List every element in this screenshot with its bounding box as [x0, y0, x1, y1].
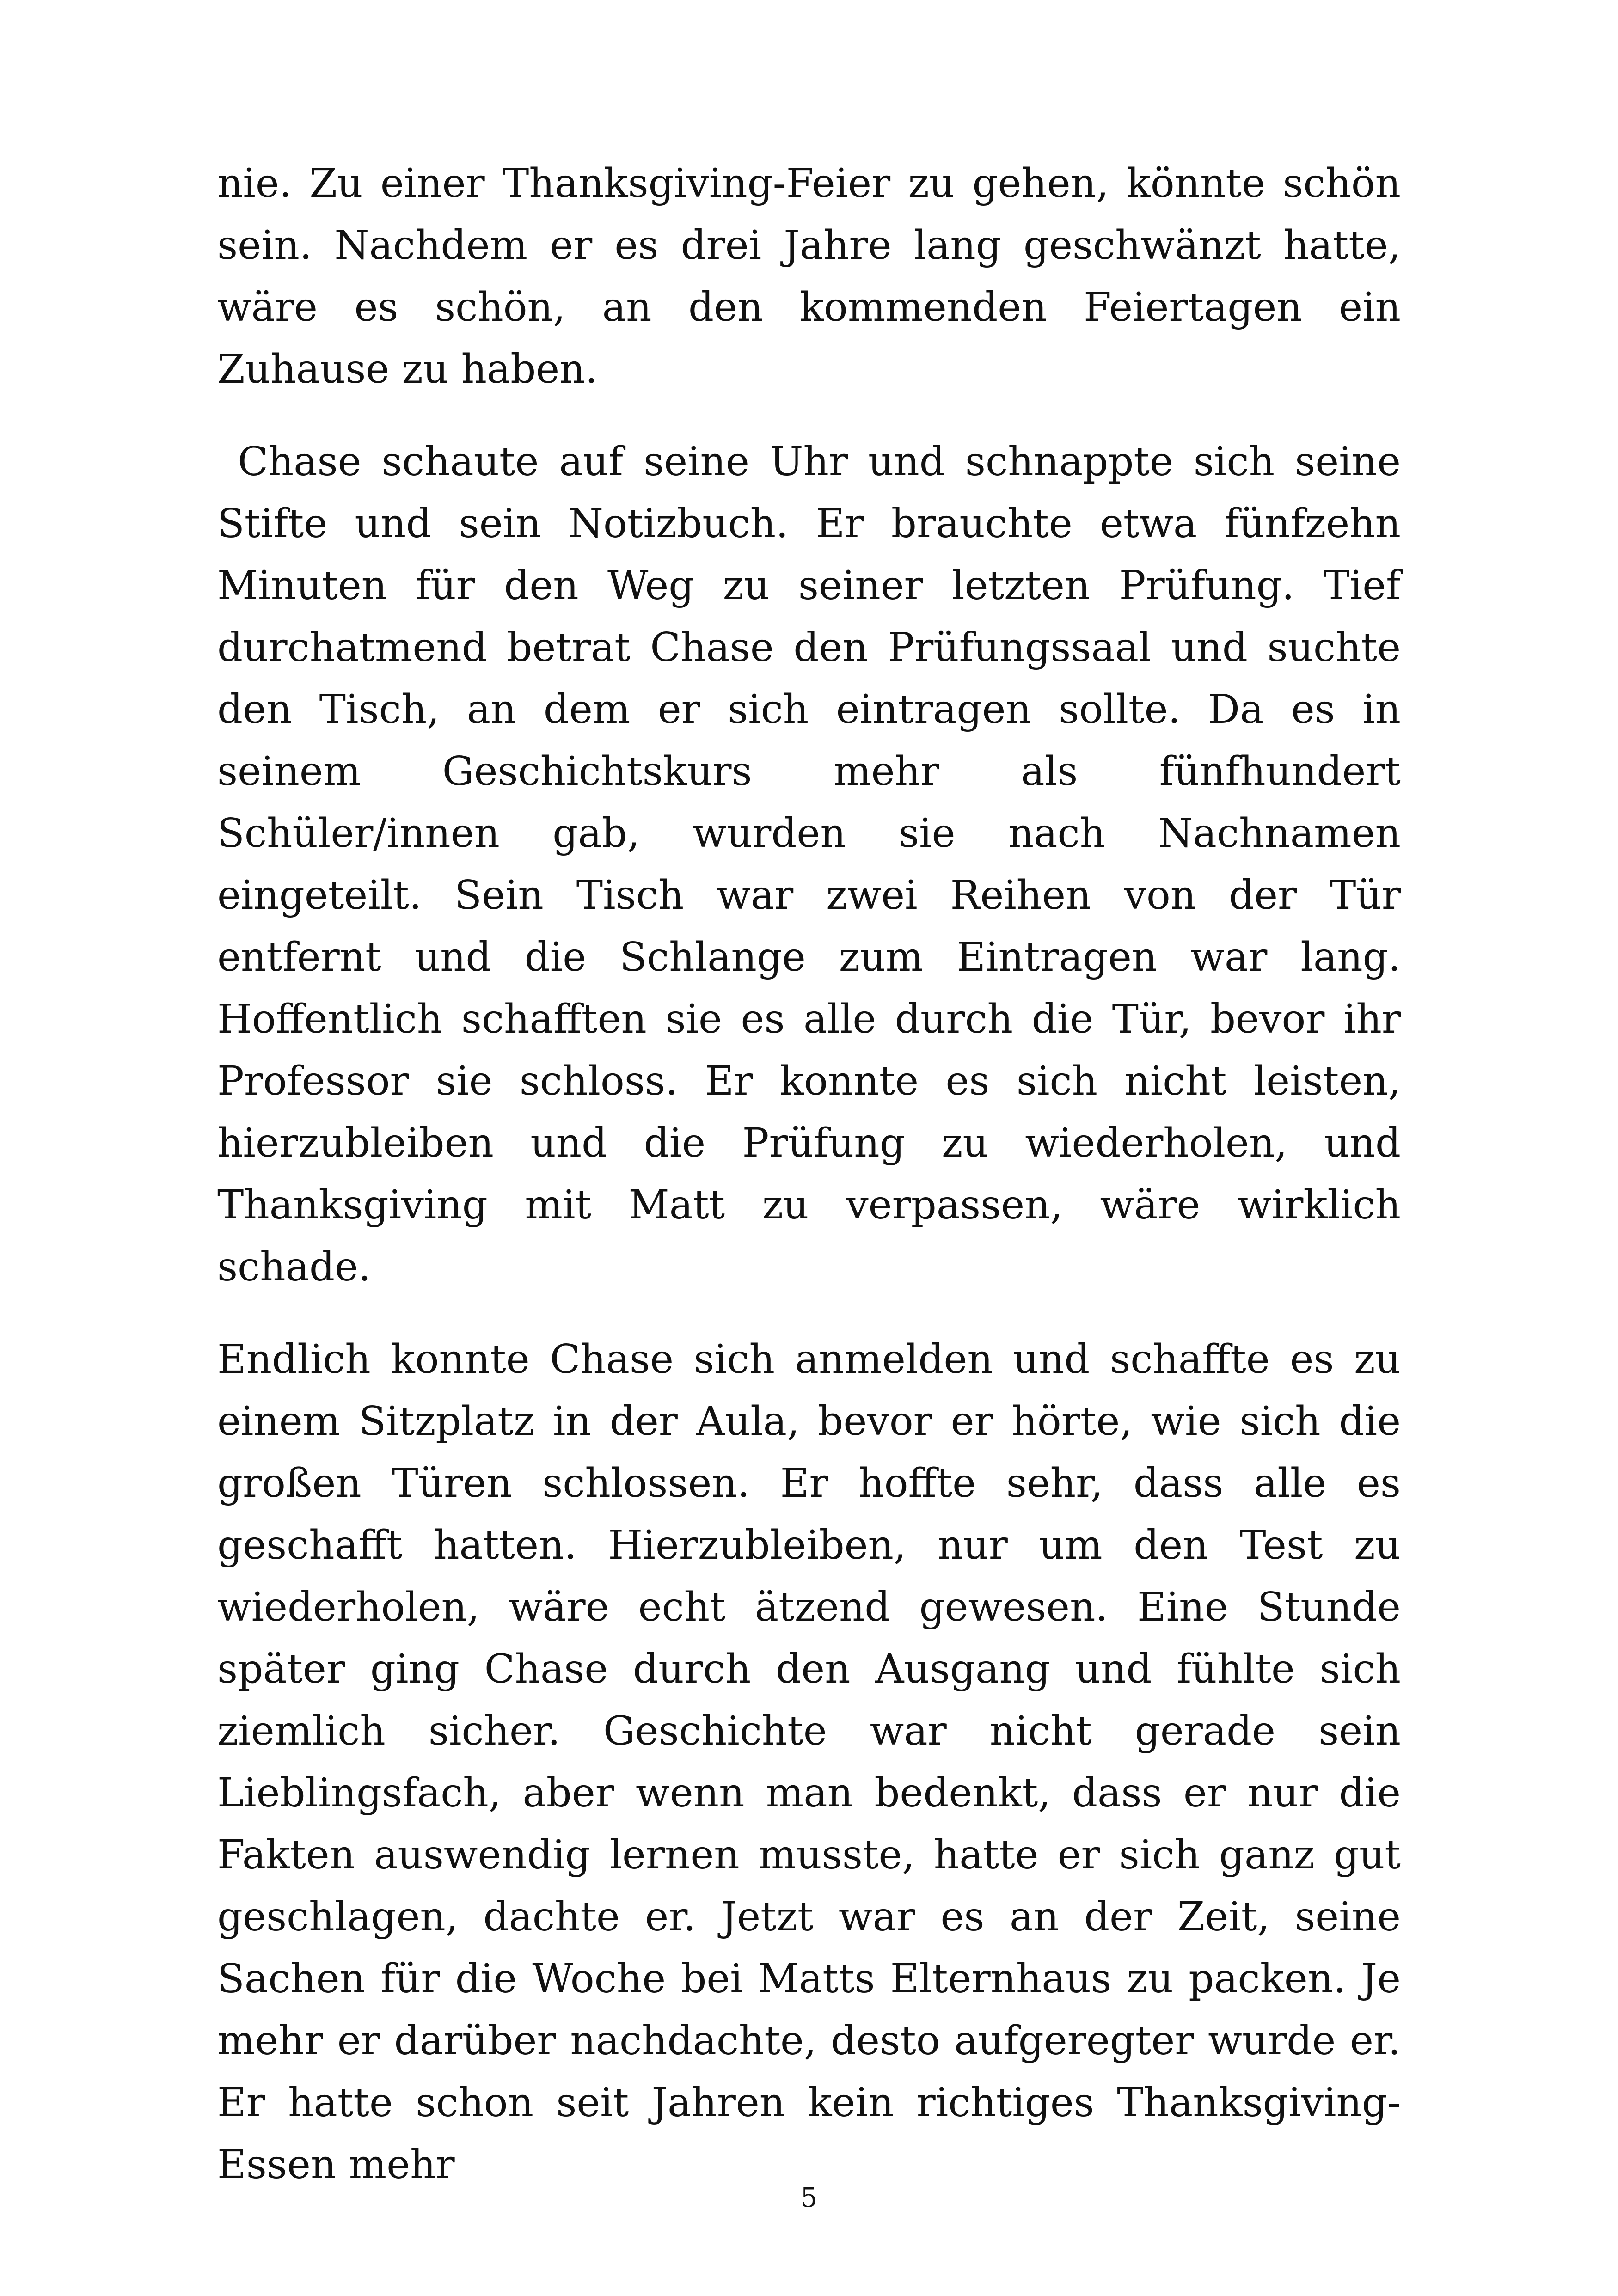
- paragraph-2: Chase schaute auf seine Uhr und schnappte sich seine Stifte und sein Notizbuch. Er brauchte etwa fünfzehn Minuten für den Weg zu seiner letzten Prüfung. Tief durchatmend betrat Chase den Prüfungssaal und suchte den Tisch, an dem er sich eintragen sollte. Da es in seinem Geschichtskurs mehr als fünfhundert Schüler/innen gab, wurden sie nach Nachnamen eingeteilt. Sein Tisch war zwei Reihen von der Tür entfernt und die Schlange zum Eintragen war lang. Hoffentlich schafften sie es alle durch die Tür, bevor ihr Professor sie schloss. Er konnte es sich nicht leisten, hierzubleiben und die Prüfung zu wiederholen, und Thanksgiving mit Matt zu verpassen, wäre wirklich schade.: [217, 439, 1414, 1290]
- paragraph-1: nie. Zu einer Thanksgiving-Feier zu gehen, könnte schön sein. Nachdem er es drei Jahre lang geschwänzt hatte, wäre es schön, an den kommenden Feiertagen ein Zuhause zu haben.: [217, 160, 1414, 392]
- body-text: [217, 153, 1414, 2196]
- page-number: 5: [800, 2182, 818, 2213]
- paragraph-3: Endlich konnte Chase sich anmelden und schaffte es zu einem Sitzplatz in der Aula, bevor er hörte, wie sich die großen Türen schlossen. Er hoffte sehr, dass alle es geschafft hatten. Hierzubleiben, nur um den Test zu wiederholen, wäre echt ätzend gewesen. Eine Stunde später ging Chase durch den Ausgang und fühlte sich ziemlich sicher. Geschichte war nicht gerade sein Lieblingsfach, aber wenn man bedenkt, dass er nur die Fakten auswendig lernen musste, hatte er sich ganz gut geschlagen, dachte er. Jetzt war es an der Zeit, seine Sachen für die Woche bei Matts Elternhaus zu packen. Je mehr er darüber nachdachte, desto aufgeregter wurde er. Er hatte schon seit Jahren kein richtiges Thanksgiving-Essen mehr: [217, 1336, 1414, 2188]
